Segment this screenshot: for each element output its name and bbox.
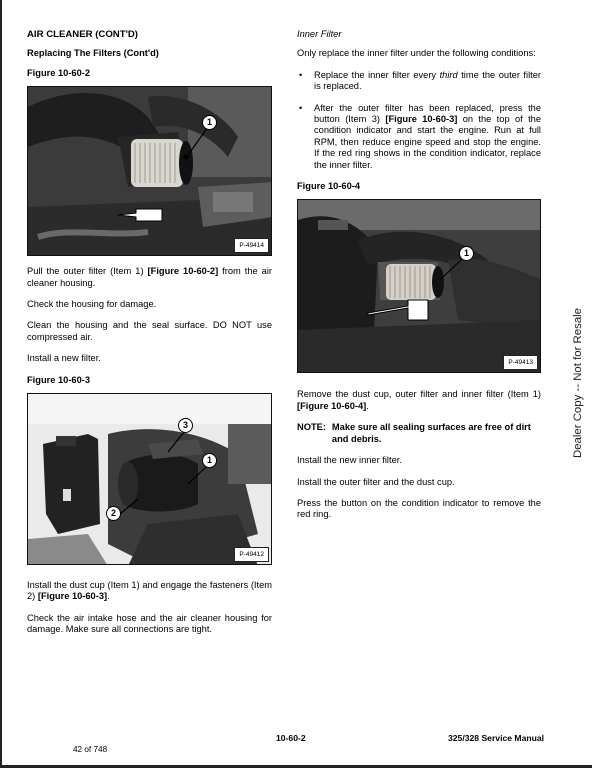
page-number: 10-60-2 bbox=[276, 733, 306, 743]
text: After the outer filter has been replaced, press the button (Item 3) bbox=[314, 102, 541, 125]
text: Remove the dust cup, outer filter and inner filter (Item 1) bbox=[297, 389, 541, 400]
manual-title: 325/328 Service Manual bbox=[448, 733, 545, 743]
note bbox=[297, 422, 541, 445]
paragraph-press-button: Press the button on the condition indicator to remove the red ring. bbox=[297, 497, 541, 520]
callout-3: 3 bbox=[178, 418, 193, 433]
section-title: AIR CLEANER (CONT'D) bbox=[27, 29, 139, 40]
subheading-inner-filter: Inner Filter bbox=[297, 29, 342, 39]
paragraph-clean-housing: Clean the housing and the seal surface. DO NOT use compressed air. bbox=[27, 320, 272, 342]
list-item bbox=[297, 70, 541, 93]
page-border-left bbox=[0, 0, 2, 768]
paragraph-remove-filters bbox=[297, 389, 541, 412]
figure-photo-dust-cup bbox=[27, 393, 272, 565]
paragraph-install-outer-filter: Install the outer filter and the dust cup. bbox=[297, 476, 455, 487]
text: . bbox=[366, 400, 369, 411]
photo-code-label: P-49412 bbox=[234, 547, 269, 562]
text: Install the dust cup (Item 1) and engage the fasteners (Item 2) bbox=[27, 580, 272, 602]
paragraph-install-dust-cup bbox=[27, 580, 272, 603]
text: Replace the inner filter every bbox=[314, 69, 440, 80]
conditions-list bbox=[297, 70, 541, 171]
figure-reference: [Figure 10-60-2] bbox=[147, 266, 219, 277]
right-column bbox=[297, 29, 541, 531]
paragraph-install-filter: Install a new filter. bbox=[27, 353, 101, 364]
callout-1: 1 bbox=[202, 115, 217, 130]
figure-photo-outer-filter bbox=[27, 86, 272, 256]
callout-1: 1 bbox=[202, 453, 217, 468]
figure-title: Figure 10-60-4 bbox=[297, 181, 361, 192]
callout-2: 2 bbox=[106, 506, 121, 521]
note-label: NOTE: bbox=[297, 422, 326, 433]
figure-title: Figure 10-60-2 bbox=[27, 67, 91, 78]
paragraph-check-intake: Check the air intake hose and the air cleaner housing for damage. Make sure all connections are tight. bbox=[27, 612, 272, 635]
text: . bbox=[107, 591, 110, 602]
text: Pull the outer filter (Item 1) bbox=[27, 266, 148, 277]
engine-photo-illustration bbox=[298, 200, 541, 373]
engine-photo-illustration bbox=[28, 394, 272, 565]
photo-code-label: P-49414 bbox=[234, 238, 269, 253]
left-column bbox=[27, 29, 272, 646]
text: from the air cleaner housing. bbox=[27, 266, 272, 288]
paragraph-intro: Only replace the inner filter under the following conditions: bbox=[297, 48, 536, 59]
figure-title: Figure 10-60-3 bbox=[27, 374, 91, 385]
paragraph-remove-outer-filter bbox=[27, 266, 272, 289]
figure-reference: [Figure 10-60-3] bbox=[385, 114, 458, 125]
callout-1: 1 bbox=[459, 246, 474, 261]
text: time the outer filter is replaced. bbox=[314, 69, 541, 92]
emphasis: third bbox=[439, 69, 458, 80]
figure-reference: [Figure 10-60-4] bbox=[297, 400, 367, 411]
page-count: 42 of 748 bbox=[73, 745, 108, 754]
text: on the top of the condition indicator and start the engine. Run at full RPM, then reduce engine speed and stop the engine. If the red ring shows in the condition indicator, replace the inner filter. bbox=[314, 114, 541, 170]
figure-reference: [Figure 10-60-3] bbox=[37, 591, 108, 602]
side-watermark-text: Dealer Copy -- Not for Resale bbox=[572, 307, 584, 459]
photo-code-label: P-49413 bbox=[503, 355, 538, 370]
subsection-title: Replacing The Filters (Cont'd) bbox=[27, 48, 159, 59]
list-item bbox=[297, 103, 541, 171]
paragraph-install-inner-filter: Install the new inner filter. bbox=[297, 455, 402, 466]
figure-photo-inner-filter bbox=[297, 199, 541, 373]
note-text: Make sure all sealing surfaces are free of dirt and debris. bbox=[331, 422, 531, 444]
engine-photo-illustration bbox=[28, 87, 272, 256]
paragraph-check-housing: Check the housing for damage. bbox=[27, 299, 157, 310]
